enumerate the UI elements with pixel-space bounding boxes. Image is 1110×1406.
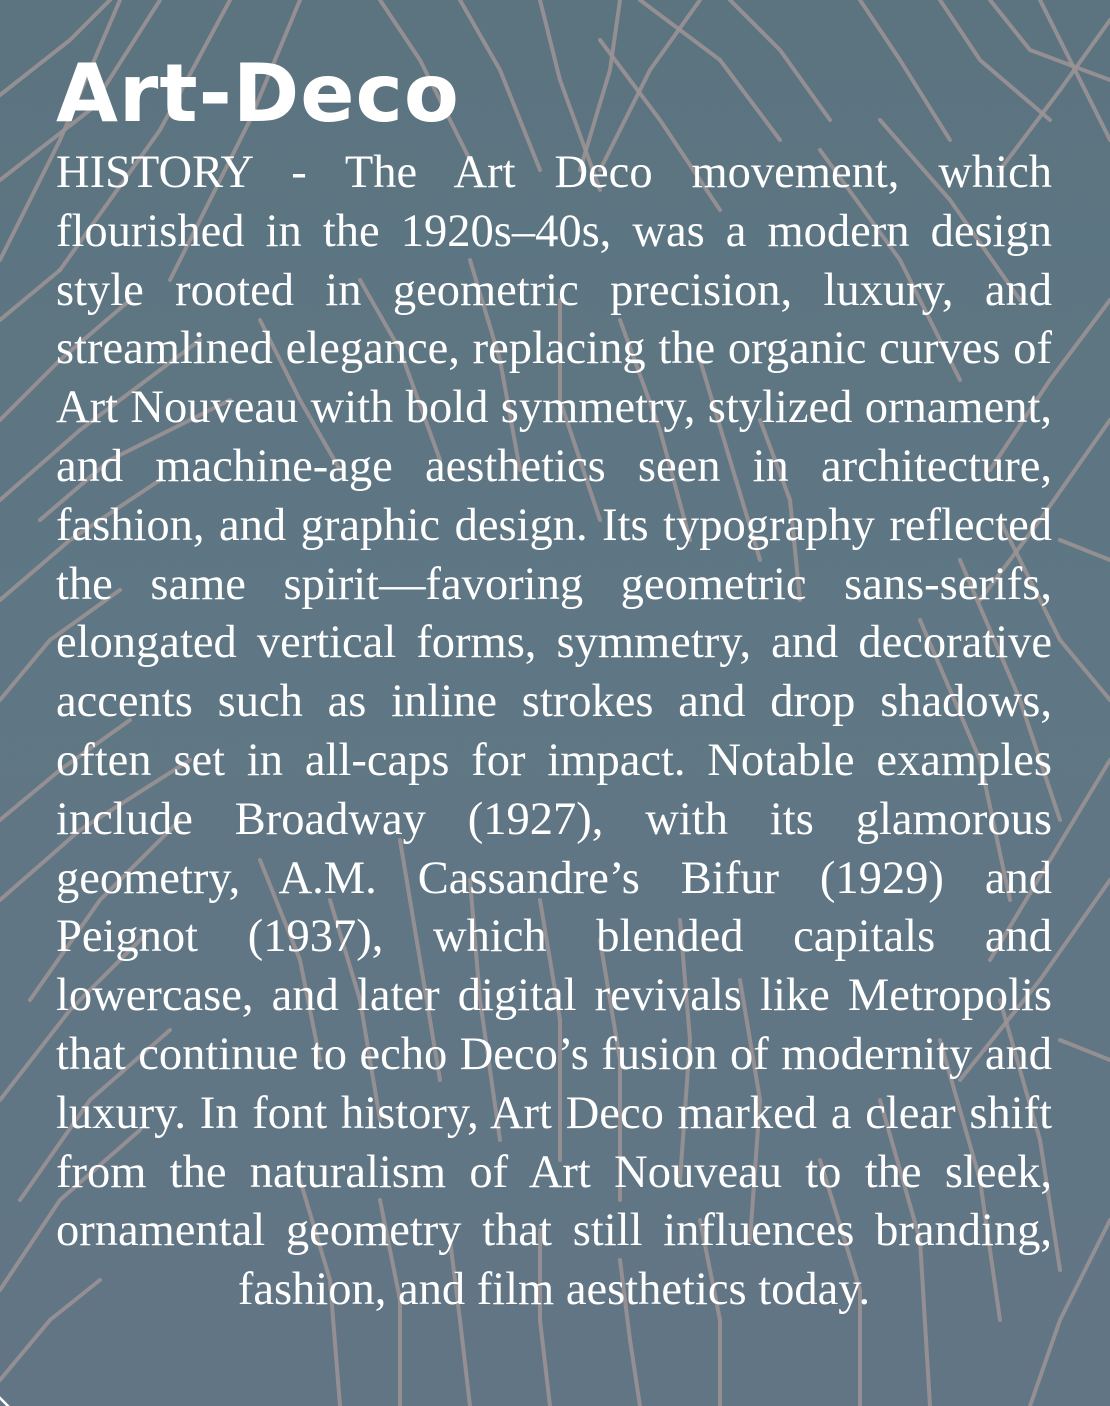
history-paragraph: HISTORY - The Art Deco movement, which flourished in the 1920s–40s, was a modern design style rooted in geometric precision, luxury, and streamlined elegance, replacing the organic curves of Art Nouveau with bold symmetry, stylized ornament, and machine-age aesthetics seen in architecture, fashion, and graphic design. Its typography reflected the same spirit—favoring geometric sans-serifs, elongated vertical forms, symmetry, and decorative accents such as inline strokes and drop shadows, often set in all-caps for impact. Notable examples include Broadway (1927), with its glamorous geometry, A.M. Cassandre’s Bifur (1929) and Peignot (1937), which blended capitals and lowercase, and later digital revivals like Metropolis that continue to echo Deco’s fusion of modernity and luxury. In font history, Art Deco marked a clear shift from the naturalism of Art Nouveau to the sleek, ornamental geometry that still influences branding, fashion, and film aesthetics today. xyxy=(56,147,1052,1316)
page-title: Art-Deco xyxy=(56,47,460,140)
corner-ornament-icon xyxy=(0,1392,14,1406)
text-panel xyxy=(56,44,1052,1320)
